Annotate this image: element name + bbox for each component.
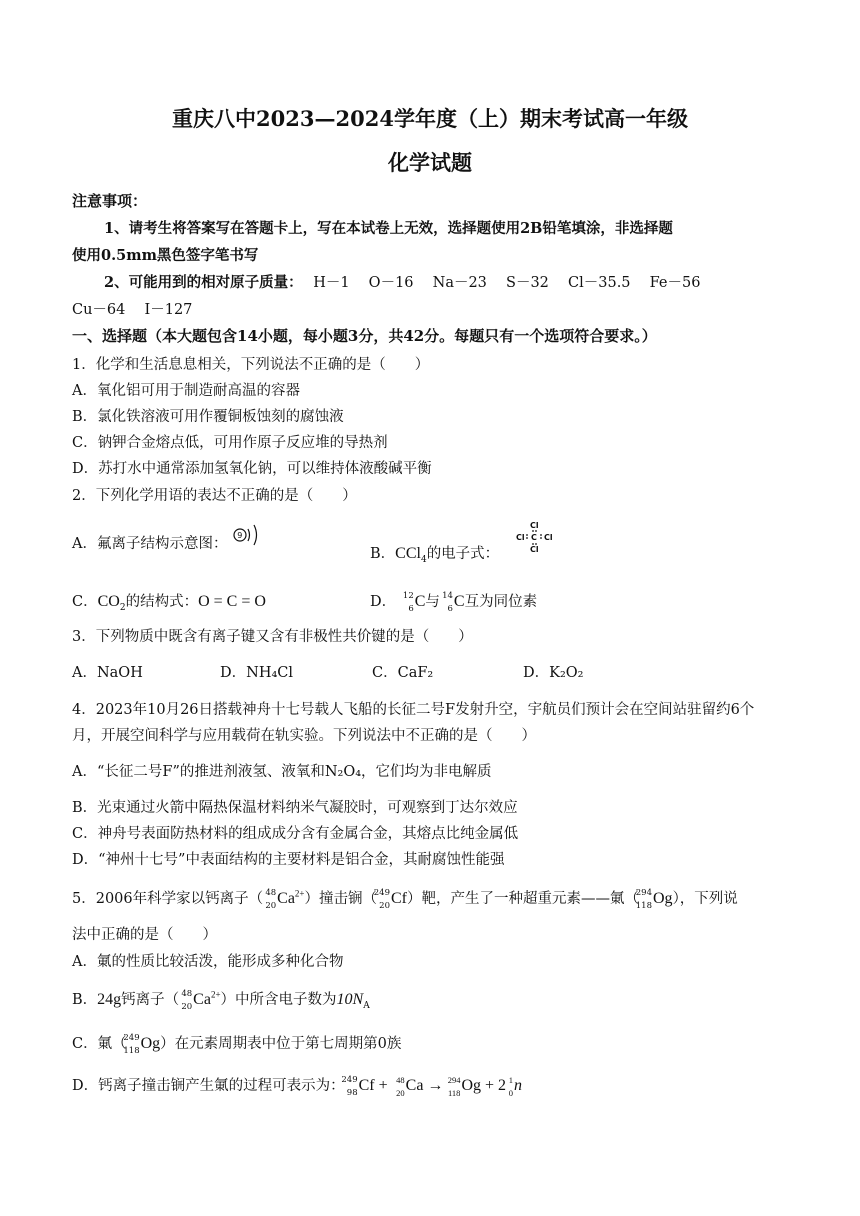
q5-option-c-text: ）在元素周期表中位于第七周期第0族 [160, 1036, 402, 1052]
co2-subscript: 2 [119, 602, 126, 613]
q1-option-a: A．氧化铝可用于制造耐高温的容器 [72, 383, 300, 399]
q4-option-c: C．神舟号表面防热材料的组成成分含有金属合金，其熔点比纯金属低 [72, 826, 519, 842]
q2-option-b-text: 的电子式： [426, 546, 500, 562]
svg-text:C: C [531, 533, 537, 542]
notice-heading: 注意事项： [72, 192, 148, 210]
q5-option-d-text1: D．钙离子撞击锎产生 [72, 1078, 215, 1094]
q2-option-d [370, 590, 538, 614]
oganesson-isotope-notation-c: 249 118 [123, 1033, 140, 1056]
q5-stem-line2: 法中正确的是（ ） [72, 927, 217, 943]
q2-stem: 2．下列化学用语的表达不正确的是（ ） [72, 488, 357, 504]
fluoride-ion-structure-diagram [232, 520, 266, 550]
notice-item1-line1: 1、请考生将答案写在答题卡上，写在本试卷上无效，选择题使用2B铅笔填涂，非选择题 [104, 220, 673, 237]
californium-symbol: Cf [391, 890, 407, 907]
q2-option-a-label: A．氟离子结构示意图： [72, 536, 228, 552]
svg-text:Cl: Cl [516, 533, 525, 542]
q4-stem-line2: 月，开展空间科学与应用载荷在轨实验。下列说法中不正确的是（ ） [72, 728, 536, 744]
q5-stem-part3: ）靶，产生了一种超重元素—— [407, 891, 610, 907]
carbon-symbol-12: C [414, 593, 426, 610]
q4-stem-line1: 4．2023年10月26日搭载神舟十七号载人飞船的长征二号F发射升空，宇航员们预计会在空间站驻留约6个 [72, 702, 755, 718]
svg-text:9: 9 [237, 531, 243, 540]
oganesson-symbol-c: Og [140, 1035, 161, 1052]
oganesson-character-d: 氭 [214, 1078, 229, 1094]
carbon14-isotope-notation: 14 6 [442, 591, 453, 614]
co2-formula: CO [97, 593, 120, 610]
exam-title: 重庆八中2023—2024学年度（上）期末考试高一年级 [172, 106, 688, 131]
ccl4-subscript: 4 [420, 554, 427, 565]
q5-stem-part5: ），下列说 [672, 891, 738, 907]
q5-option-a [72, 950, 343, 971]
co2-structural-formula: O = C = O [198, 593, 266, 610]
calcium-ion-symbol: $Ca^{2+}$ [277, 888, 305, 907]
q2-option-d-connector: 与 [425, 594, 440, 610]
notice-item1-line2: 使用0.5mm黑色签字笔书写 [72, 247, 259, 264]
q3-option-b: D．NH₄Cl [220, 665, 294, 681]
carbon-symbol-14: C [453, 593, 465, 610]
q2-option-c-label: C． [72, 594, 98, 610]
q3-option-a: A．NaOH [72, 665, 143, 681]
q2-option-b [370, 542, 499, 563]
q4-option-b: B．光束通过火箭中隔热保温材料纳米气凝胶时，可观察到丁达尔效应 [72, 800, 518, 816]
q5-option-c [72, 1032, 402, 1056]
q5-option-a-label: A． [72, 954, 97, 970]
q2-option-c-text: 的结构式： [125, 594, 199, 610]
q2-option-c [72, 590, 266, 611]
q2-option-d-text: 互为同位素 [464, 594, 538, 610]
q2-option-a [72, 532, 266, 553]
q4-option-d: D．“神州十七号”中表面结构的主要材料是铝合金，其耐腐蚀性能强 [72, 852, 505, 868]
q5-option-a-text: 的性质比较活泼，能形成多种化合物 [111, 954, 344, 970]
q3-option-d: D．K₂O₂ [523, 665, 584, 681]
q5-option-b [72, 988, 370, 1012]
neutron-notation: 1 0 [508, 1075, 514, 1099]
calcium-ion-symbol-b: $Ca^{2+}$ [193, 989, 221, 1008]
q1-stem: 1．化学和生活息息相关，下列说法不正确的是（ ） [72, 357, 430, 373]
atomic-masses-line1: H－1 O－16 Na－23 S－32 Cl－35.5 Fe－56 [313, 275, 701, 291]
q5-option-b-text2: ）中所含电子数为 [220, 992, 337, 1008]
q2-option-d-label: D． [370, 594, 397, 610]
notice-item2 [104, 271, 700, 292]
ccl4-electron-dot-diagram [513, 520, 557, 556]
q5-option-c-label: C． [72, 1036, 98, 1052]
cf-isotope-notation-d: 249 98 [341, 1075, 358, 1098]
oganesson-character: 氭 [610, 891, 625, 907]
calcium-ion-isotope-notation-b: 48 20 [181, 989, 193, 1012]
q1-option-b: B．氯化铁溶液可用作覆铜板蚀刻的腐蚀液 [72, 409, 344, 425]
q2-option-b-label: B． [370, 546, 396, 562]
q5-option-c-paren: （ [112, 1036, 127, 1052]
californium-isotope-notation: 249 20 [373, 888, 390, 911]
mass-24g: 24g [97, 991, 122, 1008]
exam-subtitle: 化学试题 [388, 150, 472, 175]
q5-stem-part1: 5．2006年科学家以钙离子（ [72, 891, 264, 907]
q1-option-c: C．钠钾合金熔点低，可用作原子反应堆的导热剂 [72, 435, 388, 451]
avogadro-subscript: A [363, 1000, 370, 1011]
q5-stem-part2: ）撞击锎（ [304, 891, 377, 907]
q4-option-a: A．“长征二号F”的推进剂液氢、液氧和N₂O₄，它们均为非电解质 [72, 764, 492, 780]
carbon12-isotope-notation: 12 6 [402, 591, 414, 614]
og-isotope-notation-d: 294 118 [447, 1075, 461, 1099]
q5-option-d [72, 1074, 523, 1099]
q5-option-d-text2: 的过程可表示为： [228, 1078, 345, 1094]
q3-stem: 3．下列物质中既含有离子键又含有非极性共价键的是（ ） [72, 629, 473, 645]
ccl4-formula: CCl [395, 545, 421, 562]
q5-option-b-text1: 钙离子（ [121, 992, 180, 1008]
oganesson-symbol: Og [653, 890, 673, 907]
svg-text:Cl: Cl [530, 521, 539, 530]
oganesson-character-c: 氭 [97, 1036, 113, 1052]
section1-heading: 一、选择题（本大题包含14小题，每小题3分，共42分。每题只有一个选项符合要求。） [72, 327, 657, 345]
q3-option-c: C．CaF₂ [372, 665, 434, 681]
oganesson-isotope-notation: 294 118 [635, 888, 652, 911]
q1-option-d: D．苏打水中通常添加氢氧化钠，可以维持体液酸碱平衡 [72, 461, 432, 477]
calcium-ion-isotope-notation: 48 20 [265, 888, 277, 911]
svg-text:Cl: Cl [544, 533, 553, 542]
ca-isotope-notation-d: 48 20 [396, 1075, 405, 1099]
notice-item2-label: 2、可能用到的相对原子质量： [104, 274, 303, 291]
svg-text:Cl: Cl [530, 545, 539, 554]
atomic-masses-line2: Cu－64 I－127 [72, 302, 193, 318]
q5-stem-line1 [72, 887, 738, 911]
q5-option-b-label: B． [72, 992, 98, 1008]
oganesson-character-a: 氭 [96, 954, 112, 970]
nuclear-reaction-equation: Cf + 48 20 Ca → 294 118 Og + 2 1 0 n [358, 1075, 523, 1099]
electron-count: 10N [336, 991, 364, 1008]
q5-stem-part4: （ [624, 891, 639, 907]
